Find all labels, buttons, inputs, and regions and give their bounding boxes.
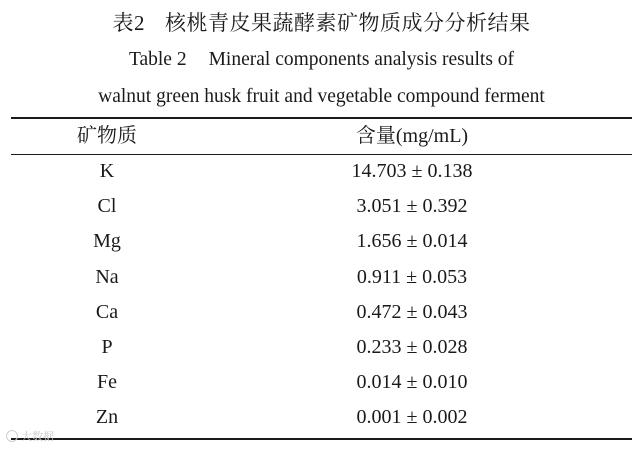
- table-row: [11, 400, 632, 435]
- table-row: [11, 154, 632, 189]
- content-cell: 1.656 ± 0.014: [356, 230, 468, 253]
- mineral-cell: Mg: [93, 230, 121, 253]
- mineral-cell: Cl: [97, 195, 117, 218]
- mineral-cell: Fe: [97, 371, 117, 394]
- content-cell: 0.014 ± 0.010: [356, 371, 468, 394]
- mineral-cell: P: [101, 335, 113, 358]
- content-cell: 0.911 ± 0.053: [356, 265, 468, 288]
- content-cell: 0.001 ± 0.002: [356, 406, 468, 429]
- content-cell: 0.233 ± 0.028: [356, 335, 468, 358]
- table-bottom-rule: [11, 438, 632, 440]
- watermark-text: 大数据: [21, 430, 54, 443]
- column-header-mineral: 矿物质: [77, 125, 137, 147]
- table-row: [11, 330, 632, 365]
- mineral-cell: Zn: [95, 406, 119, 429]
- content-cell: 3.051 ± 0.392: [356, 195, 468, 218]
- column-header-content: 含量(mg/mL): [355, 125, 469, 147]
- table-title-english-line2: walnut green husk fruit and vegetable compound ferment: [98, 86, 545, 107]
- watermark-logo-icon: [6, 430, 18, 442]
- table-number-cn: 表2: [112, 11, 145, 35]
- table-title-en-line1-text: Mineral components analysis results of: [208, 49, 515, 70]
- watermark: [6, 428, 54, 444]
- mineral-cell: K: [99, 160, 115, 182]
- content-cell: 0.472 ± 0.043: [356, 300, 468, 323]
- mineral-cell: Na: [95, 265, 119, 288]
- content-cell: 14.703 ± 0.138: [351, 160, 473, 182]
- table-body: [11, 154, 632, 436]
- table-row: [11, 224, 632, 259]
- table-title-cn-text: 核桃青皮果蔬酵素矿物质成分分析结果: [165, 11, 531, 35]
- mineral-cell: Ca: [95, 300, 119, 323]
- table-title-english-line1: [0, 47, 643, 73]
- table-row: [11, 189, 632, 224]
- table-row: [11, 295, 632, 330]
- table-row: [11, 365, 632, 400]
- table-top-rule: [11, 117, 632, 119]
- table-number-en: Table 2: [128, 49, 187, 70]
- table-title-chinese: [0, 8, 643, 38]
- table-row: [11, 260, 632, 295]
